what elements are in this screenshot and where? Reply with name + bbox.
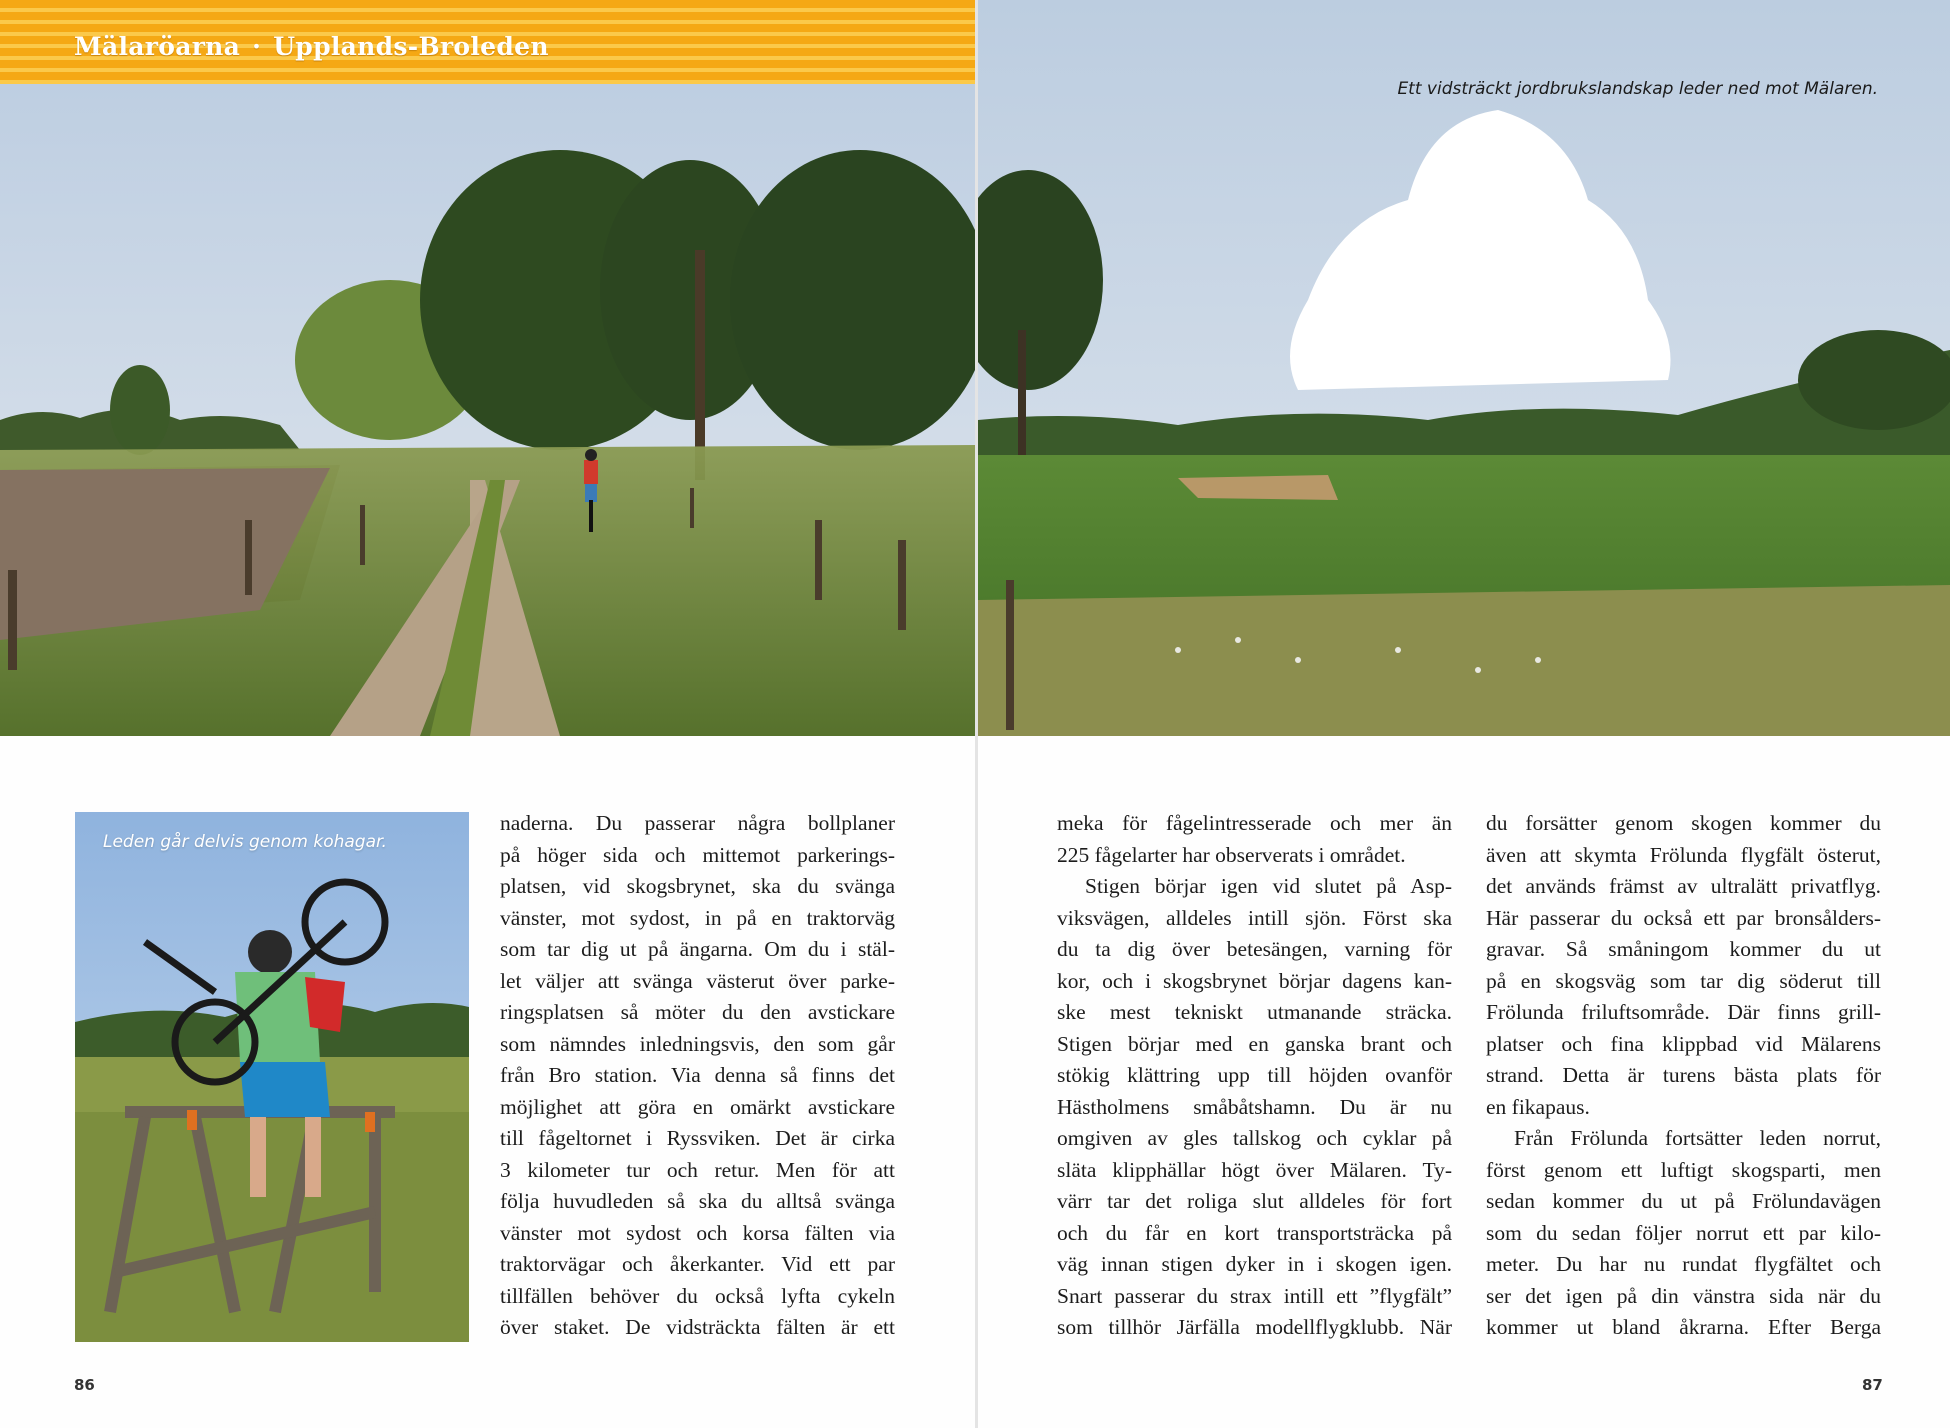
photo-caption-top: Ett vidsträckt jordbrukslandskap leder ned mot Mälaren. <box>1397 79 1878 99</box>
text-line: det används främst av ultralätt privatflyg. <box>1486 874 1881 898</box>
text-line: till fågeltornet i Ryssviken. Det är cirka <box>500 1126 895 1150</box>
text-line: Stigen börjar igen vid slutet på Asp- <box>1085 874 1452 898</box>
photo-gravel-road <box>0 0 975 736</box>
header-banner <box>0 0 975 84</box>
text-line: viksvägen, alldeles intill sjön. Först ska <box>1057 905 1452 930</box>
text-line: tillfällen behöver du också lyfta cykeln <box>500 1283 895 1308</box>
text-line: stökig klättring upp till höjden ovanför <box>1057 1063 1452 1087</box>
text-column-2 <box>1057 808 1452 1344</box>
text-line: Från Frölunda fortsätter leden norrut, <box>1514 1126 1881 1150</box>
text-line: väg innan stigen dyker in i skogen igen. <box>1057 1252 1452 1276</box>
text-line: sedan kommer du ut på Frölundavägen <box>1486 1189 1881 1213</box>
text-column-1 <box>500 808 895 1344</box>
text-line: på en skogsväg som tar dig söderut till <box>1486 968 1881 993</box>
text-line: över staket. De vidsträckta fälten är ett <box>500 1315 895 1339</box>
right-page <box>978 0 1950 1428</box>
text-line: släta klipphällar högt över Mälaren. Ty- <box>1057 1157 1452 1182</box>
text-line: platser och fina klippbad vid Mälarens <box>1486 1031 1881 1056</box>
page-number-left: 86 <box>74 1376 95 1394</box>
text-line: Snart passerar du strax intill ett ”flygfält” <box>1057 1283 1452 1308</box>
text-line: vänster, mot sydost, in på en traktorväg <box>500 905 895 930</box>
text-line: som tar dig ut på ängarna. Om du i stäl- <box>500 937 895 961</box>
text-line: som nämndes inledningsvis, den som går <box>500 1031 895 1056</box>
text-line: först genom ett luftigt skogsparti, men <box>1486 1157 1881 1182</box>
text-line: ringsplatsen så möter du den avstickare <box>500 1000 895 1024</box>
text-line: värr tar det roliga slut alldeles för fort <box>1057 1189 1452 1213</box>
text-line: och du får en kort transportsträcka på <box>1057 1220 1452 1245</box>
section-title: Mälaröarna <box>74 32 241 61</box>
text-line: från Bro station. Via denna så finns det <box>500 1063 895 1087</box>
text-line: kor, och i skogsbrynet börjar dagens kan- <box>1057 968 1452 993</box>
text-line: let väljer att svänga västerut över parke- <box>500 968 895 993</box>
text-line: strand. Detta är turens bästa plats för <box>1486 1063 1881 1087</box>
text-line: gravar. Så småningom kommer du ut <box>1486 937 1881 961</box>
text-line: kommer ut bland åkrarna. Efter Berga <box>1486 1315 1881 1339</box>
photo-farmland <box>978 0 1950 736</box>
text-line: 225 fågelarter har observerats i området. <box>1057 842 1406 867</box>
text-line: en fikapaus. <box>1486 1094 1590 1119</box>
text-line: ser det igen på din vänstra sida när du <box>1486 1283 1881 1308</box>
text-column-3 <box>1486 808 1881 1344</box>
header-separator: · <box>252 32 262 61</box>
text-line: som tillhör Järfälla modellflygklubb. När <box>1057 1315 1452 1339</box>
text-line: meter. Du har nu rundat flygfältet och <box>1486 1252 1881 1276</box>
text-line: även att skymta Frölunda flygfält österut, <box>1486 842 1881 867</box>
text-line: följa huvudleden så ska du alltså svänga <box>500 1189 895 1213</box>
text-line: möjlighet att göra en omärkt avstickare <box>500 1094 895 1119</box>
text-line: du forsätter genom skogen kommer du <box>1486 811 1881 835</box>
inset-caption: Leden går delvis genom kohagar. <box>103 832 387 852</box>
text-line: omgiven av gles tallskog och cyklar på <box>1057 1126 1452 1150</box>
text-line: på höger sida och mittemot parkerings- <box>500 842 895 867</box>
text-line: Här passerar du också ett par bronsålders- <box>1486 905 1881 930</box>
text-line: ske mest tekniskt utmanande sträcka. <box>1057 1000 1452 1024</box>
text-line: platsen, vid skogsbrynet, ska du svänga <box>500 874 895 898</box>
text-line: traktorvägar och åkerkanter. Vid ett par <box>500 1252 895 1276</box>
text-line: Hästholmens småbåtshamn. Du är nu <box>1057 1094 1452 1119</box>
text-line: Frölunda friluftsområde. Där finns grill- <box>1486 1000 1881 1024</box>
photo-cyclist-fence <box>75 812 469 1342</box>
text-line: du ta dig över betesängen, varning för <box>1057 937 1452 961</box>
text-line: Stigen börjar med en ganska brant och <box>1057 1031 1452 1056</box>
running-header <box>74 32 549 61</box>
text-line: naderna. Du passerar några bollplaner <box>500 811 895 835</box>
text-line: 3 kilometer tur och retur. Men för att <box>500 1157 895 1182</box>
page-number-right: 87 <box>1862 1376 1883 1394</box>
route-title: Upplands-Broleden <box>273 32 549 61</box>
text-line: meka för fågelintresserade och mer än <box>1057 811 1452 835</box>
text-line: som du sedan följer norrut ett par kilo- <box>1486 1220 1881 1245</box>
text-line: vänster mot sydost och korsa fälten via <box>500 1220 895 1245</box>
